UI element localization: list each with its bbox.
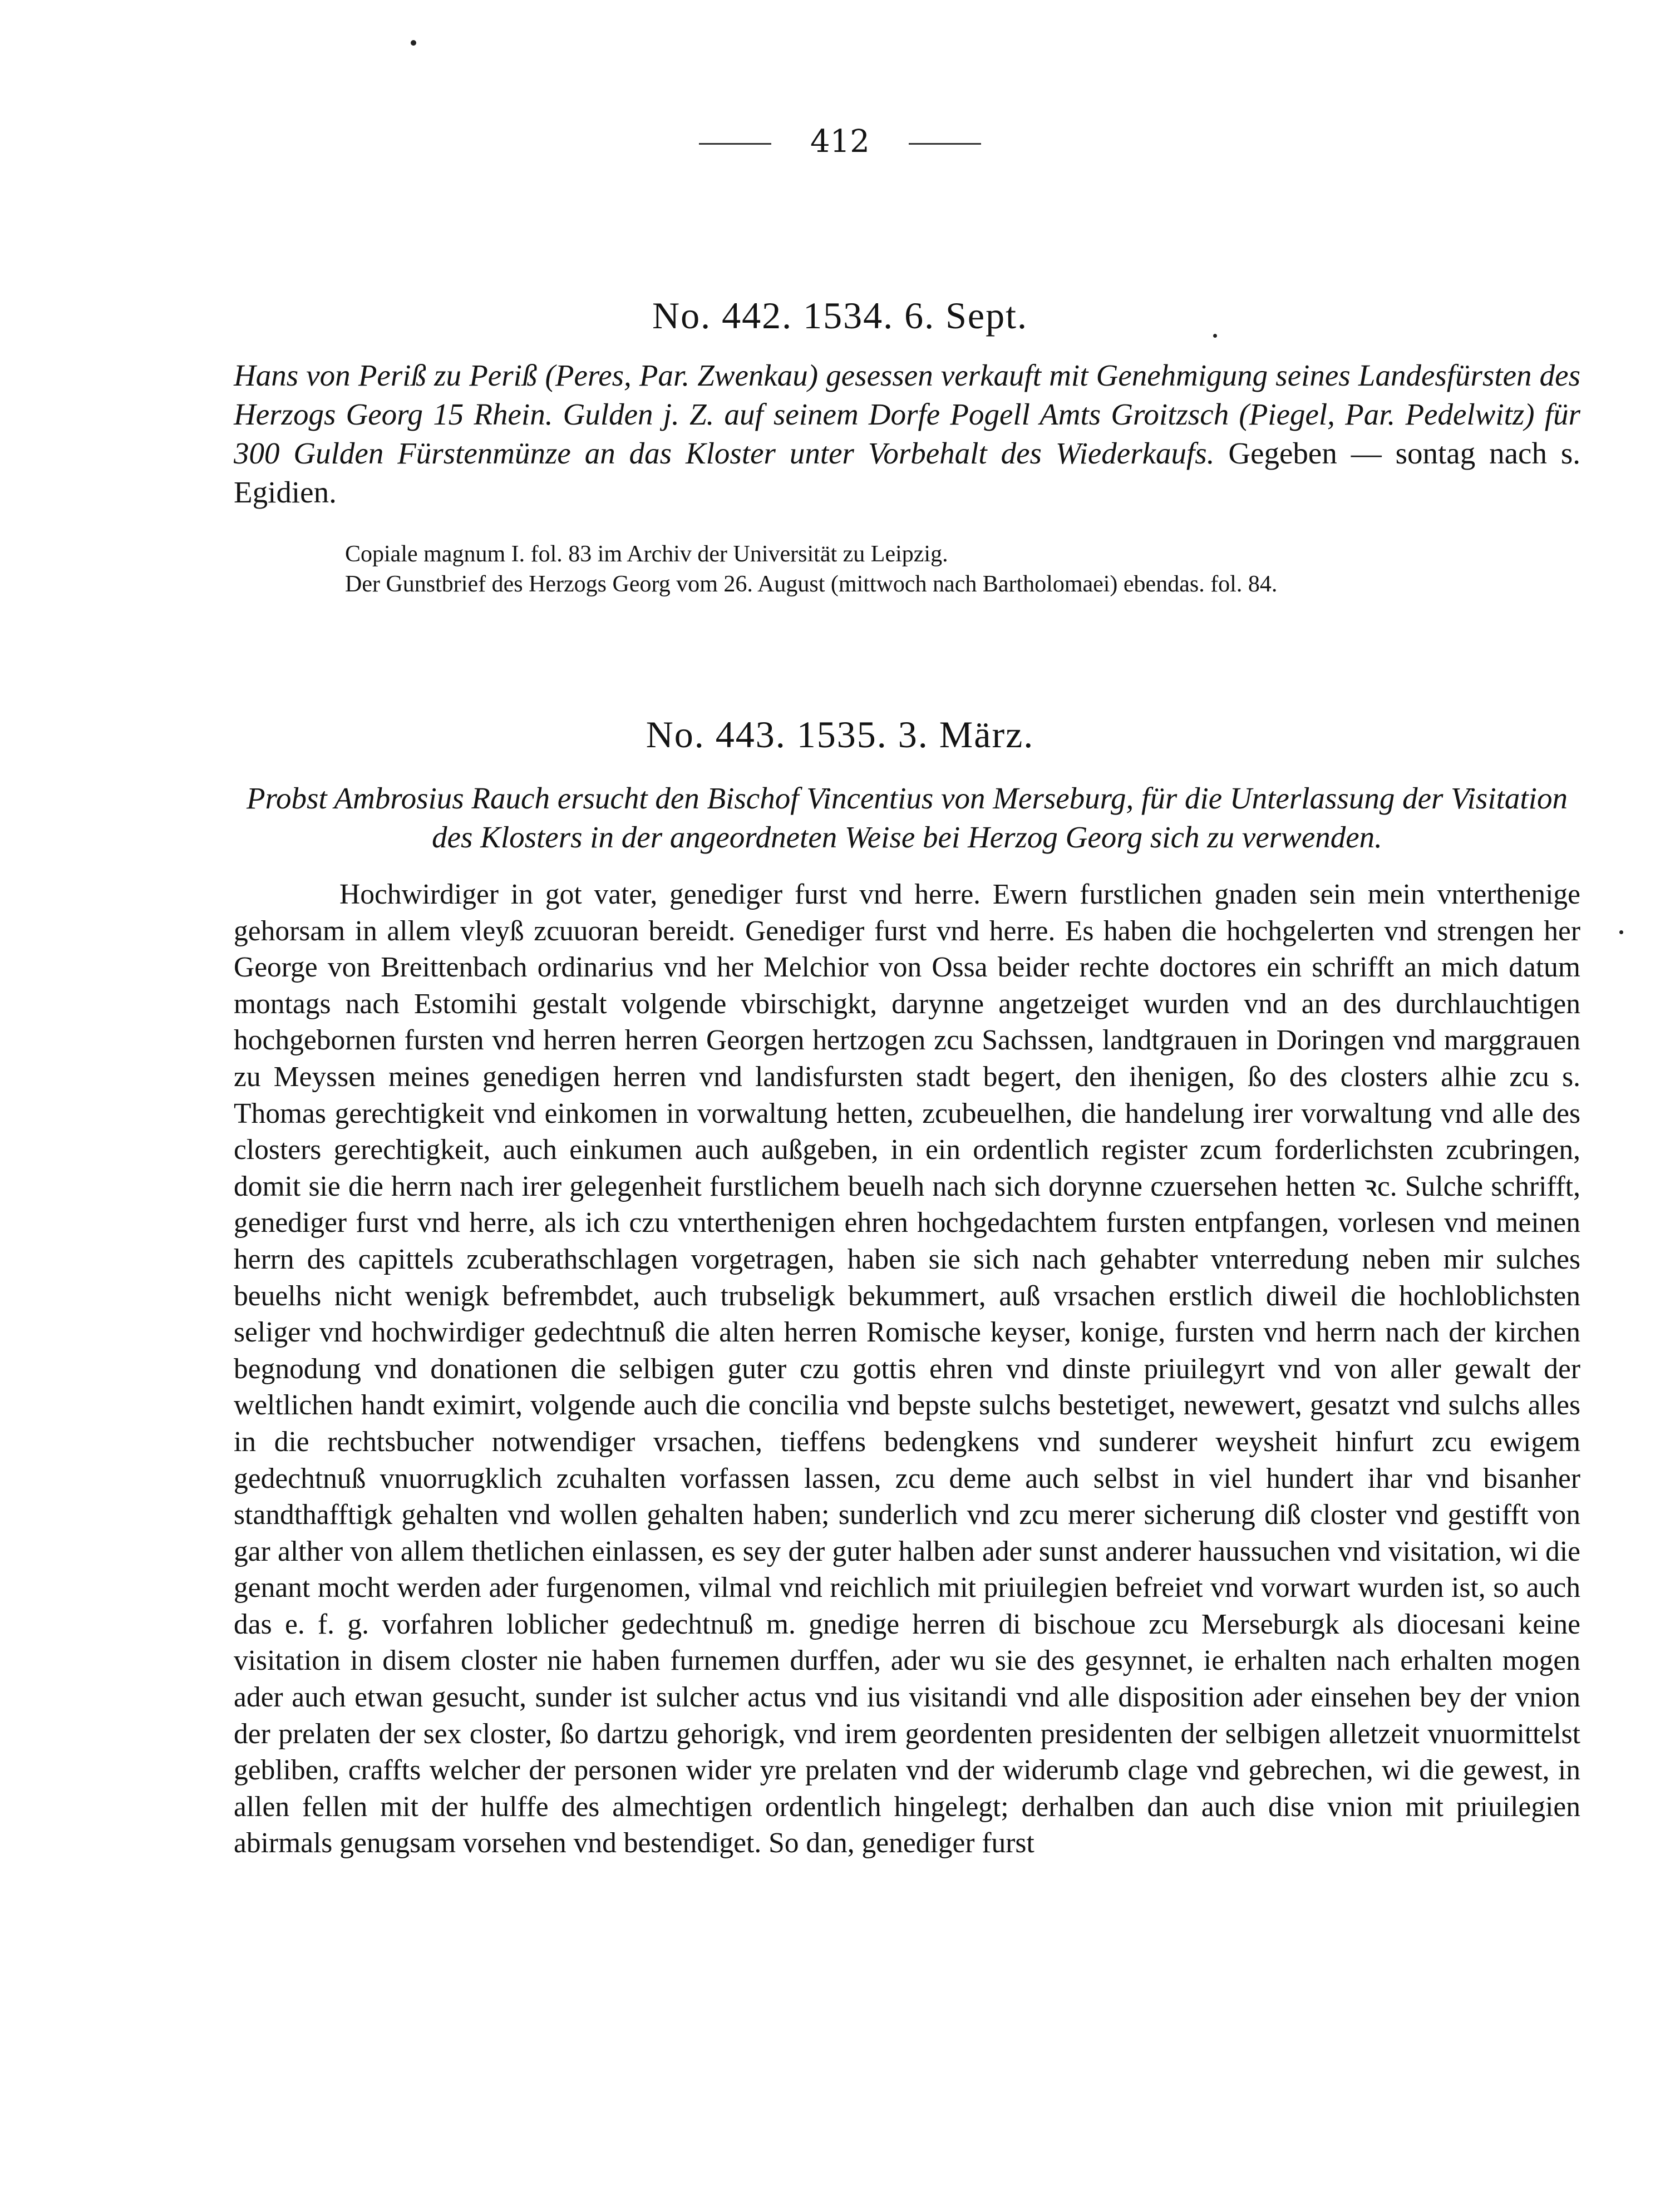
regest-443: Probst Ambrosius Rauch ersucht den Bischof Vincentius von Merseburg, für die Unterlassung der Visitation des Klosters in der angeordneten Weise bei Herzog Georg sich zu verwenden. xyxy=(247,781,1568,854)
source-line: Der Gunstbrief des Herzogs Georg vom 26. August (mittwoch nach Bartholomaei) ebendas. fol. 84. xyxy=(345,571,1278,597)
regest-442 xyxy=(234,356,1580,512)
regest-date: Gegeben — sontag nach s. Egidien. xyxy=(234,436,1580,509)
page-number: 412 xyxy=(810,124,870,160)
scan-speck xyxy=(1619,930,1623,934)
page-number-line xyxy=(0,120,1680,164)
regest-text: Hans von Periß zu Periß (Peres, Par. Zwenkau) gesessen verkauft mit Genehmigung seines Landesfürsten des Herzogs Georg 15 Rhein. Gulden j. Z. auf seinem Dorfe Pogell Amts Groitzsch (Piegel, Par. Pedelwitz) für 300 Gulden Fürstenmünze an das Kloster unter Vorbehalt des Wiederkaufs. xyxy=(234,358,1580,470)
page-number-rule-left xyxy=(699,143,771,145)
letter-body: Hochwirdiger in got vater, genediger furst vnd herre. Ewern furstlichen gnaden sein mein vnterthenige gehorsam in allem vleyß zcuuoran bereidt. Genediger furst vnd herre. Es haben die hochgelerten vnd strengen her George von Breittenbach ordinarius vnd her Melchior von Ossa beider rechte doctores ein schrifft an mich datum montags nach Estomihi gestalt volgende vbirschigkt, darynne angetzeiget wurden vnd an des durchlauchtigen hochgebornen fursten vnd herren herren Georgen hertzogen zcu Sachssen, landtgrauen in Doringen vnd marggrauen zu Meyssen meines genedigen herren vnd landisfursten stadt begert, den ihenigen, ßo des closters alhie zcu s. Thomas gerechtigkeit vnd einkomen in vorwaltung hetten, zcubeuelhen, die handelung irer vorwaltung vnd alle des closters gerechtigkeit, auch einkumen auch außgeben, in ein ordentlich register zcum forderlichsten zcubringen, domit sie die herrn nach irer gelegenheit furstlichem beuelh nach sich dorynne czuersehen hetten ꝛc. Sulche schrifft, genediger furst vnd herre, als ich czu vnterthenigen ehren hochgedachtem fursten entpfangen, vorlesen vnd meinen herrn des capittels zcuberathschlagen vorgetragen, haben sie sich nach gehabter vnterredung neben mir sulches beuelhs nicht wenigk befrembdet, auch trubseligk bekummert, auß vrsachen erstlich diweil die hochloblichsten seliger vnd hochwirdiger gedechtnuß die alten herren Romische keyser, konige, fursten vnd herrn nach der kirchen begnodung vnd donationen die selbigen guter czu gottis ehren vnd dinste priuilegyrt vnd von aller gewalt der weltlichen handt eximirt, volgende auch die concilia vnd bepste sulchs bestetiget, newewert, gesatzt vnd sulchs alles in die rechtsbucher notwendiger vrsachen, tieffens bedengkens vnd sunderer weysheit hinfurt zcu ewigem gedechtnuß vnuorrugklich zcuhalten vorfassen lassen, zcu deme auch selbst in viel hundert ihar vnd bisanher standthafftigk gehalten vnd wollen gehalten haben; sunderlich vnd zcu merer sicherung diß closter vnd gestifft von gar alther von allem thetlichen einlassen, es sey der guter halben ader sunst anderer haussuchen vnd visitation, wi die genant mocht werden ader furgenomen, vilmal vnd reichlich mit priuilegien befreiet vnd vorwart wurden ist, so auch das e. f. g. vorfahren loblicher gedechtnuß m. gnedige herren di bischoue zcu Merseburgk als diocesani keine visitation in disem closter nie haben furnemen durffen, ader wu sie des gesynnet, ie erhalten nach erhalten mogen ader auch etwan gesucht, sunder ist sulcher actus vnd ius visitandi vnd alle disposition ader einsehen bey der vnion der prelaten der sex closter, ßo dartzu gehorigk, vnd irem geordenten presidenten der selbigen alletzeit vnuormittelst gebliben, craffts welcher der personen wider yre prelaten vnd der widerumb clage vnd gebrechen, wi die gewest, in allen fellen mit der hulffe des almechtigen ordentlich hingelegt; derhalben dan auch dise vnion mit priuilegien abirmals genugsam vorsehen vnd bestendiget. So dan, genediger furst xyxy=(234,879,1580,1859)
doc-heading-442: No. 442. 1534. 6. Sept. xyxy=(652,294,1028,337)
scan-speck xyxy=(411,40,416,46)
doc-heading-443: No. 443. 1535. 3. März. xyxy=(646,713,1034,756)
source-line: Copiale magnum I. fol. 83 im Archiv der Universität zu Leipzig. xyxy=(345,541,948,567)
page-number-rule-right xyxy=(909,143,981,145)
